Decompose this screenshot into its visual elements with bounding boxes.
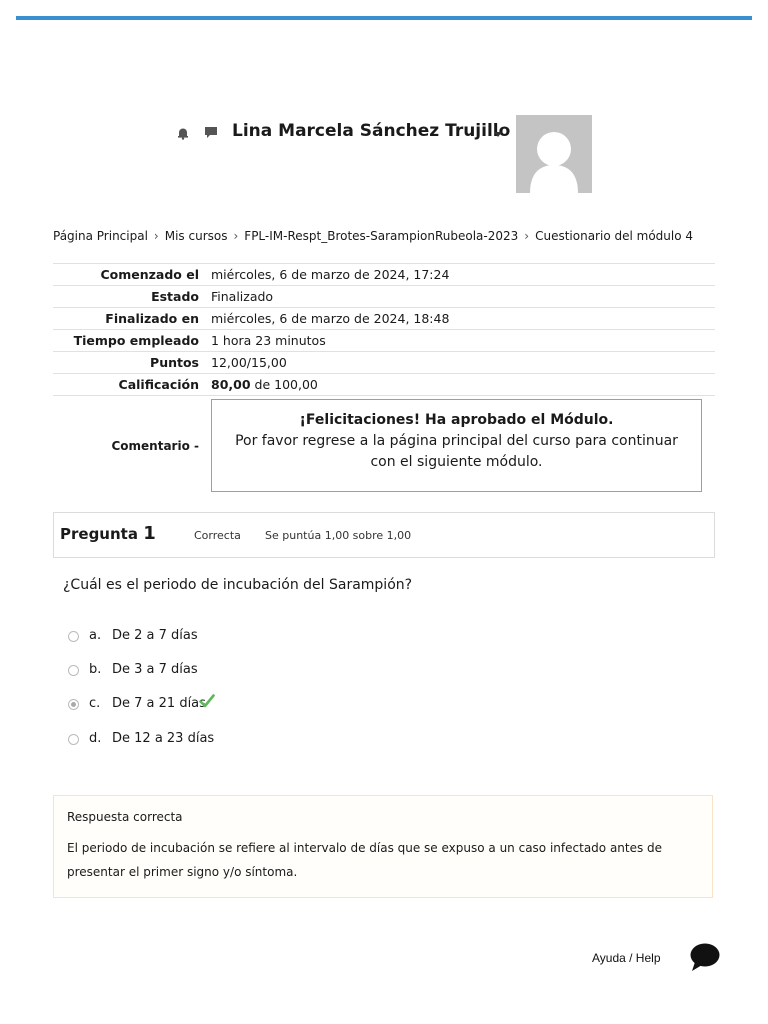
summary-value: miércoles, 6 de marzo de 2024, 17:24 [205,264,715,286]
question-title-label: Pregunta [60,525,138,543]
summary-label: Estado [53,286,205,308]
chevron-right-icon: › [153,229,159,243]
summary-value: miércoles, 6 de marzo de 2024, 18:48 [205,308,715,330]
grade-max: de 100,00 [250,377,318,392]
summary-label: Puntos [53,352,205,374]
correct-answer-label: Respuesta correcta [67,810,183,824]
breadcrumb-course[interactable]: FPL-IM-Respt_Brotes-SarampionRubeola-2023 [244,229,519,243]
summary-value: Finalizado [205,286,715,308]
summary-label: Finalizado en [53,308,205,330]
answer-letter: d. [89,731,102,746]
question-title [60,523,156,544]
feedback-title: ¡Felicitaciones! Ha aprobado el Módulo. [299,412,614,428]
overall-feedback [211,399,702,492]
breadcrumb-home[interactable]: Página Principal [53,229,148,243]
radio-button[interactable] [68,631,79,642]
grade-value: 80,00 [211,377,251,392]
summary-row-comment [53,396,715,496]
feedback-text: Por favor regrese a la página principal del curso para continuar con el siguiente módulo. [235,433,678,470]
question-text: ¿Cuál es el periodo de incubación del Sarampión? [63,577,413,593]
radio-button-selected[interactable] [68,699,79,710]
avatar[interactable] [516,115,592,193]
top-accent-bar [16,16,752,20]
quiz-summary-table [53,263,715,495]
summary-row-started [53,264,715,286]
summary-value [205,396,715,496]
summary-row-grade [53,374,715,396]
summary-row-state [53,286,715,308]
answer-feedback: El periodo de incubación se refiere al intervalo de días que se expuso a un caso infectado antes de presentar el primer signo y/o síntoma. [67,841,663,879]
summary-label: Comenzado el [53,264,205,286]
summary-label: Calificación [53,374,205,396]
question-grade: Se puntúa 1,00 sobre 1,00 [265,529,412,542]
breadcrumb [53,229,693,243]
answer-text: De 2 a 7 días [112,628,198,643]
summary-row-points [53,352,715,374]
chevron-down-icon[interactable] [494,132,502,137]
summary-value: 12,00/15,00 [205,352,715,374]
summary-label: Tiempo empleado [53,330,205,352]
user-menu-bar [0,112,768,196]
radio-button[interactable] [68,734,79,745]
answer-letter: c. [89,696,101,711]
question-info [53,512,715,558]
question-state: Correcta [194,529,241,542]
answer-letter: b. [89,662,102,677]
summary-row-finished [53,308,715,330]
check-icon [199,694,215,708]
question-number: 1 [143,523,156,544]
breadcrumb-my-courses[interactable]: Mis cursos [164,229,228,243]
summary-value [205,374,715,396]
summary-label: Comentario - [53,396,205,496]
breadcrumb-quiz[interactable]: Cuestionario del módulo 4 [535,229,694,243]
answer-letter: a. [89,628,102,643]
default-avatar-icon [516,115,592,193]
summary-row-time-taken [53,330,715,352]
chevron-right-icon: › [524,229,530,243]
answer-text: De 3 a 7 días [112,662,198,677]
question-outcome [53,795,713,898]
help-link[interactable]: Ayuda / Help [592,951,661,965]
bell-icon[interactable] [176,126,190,140]
chat-bubble-icon[interactable] [689,942,721,972]
user-name[interactable]: Lina Marcela Sánchez Trujillo [232,121,511,141]
summary-value: 1 hora 23 minutos [205,330,715,352]
answer-text: De 12 a 23 días [112,731,215,746]
radio-button[interactable] [68,665,79,676]
answer-text: De 7 a 21 días [112,696,206,711]
chat-icon[interactable] [204,126,218,140]
chevron-right-icon: › [233,229,239,243]
